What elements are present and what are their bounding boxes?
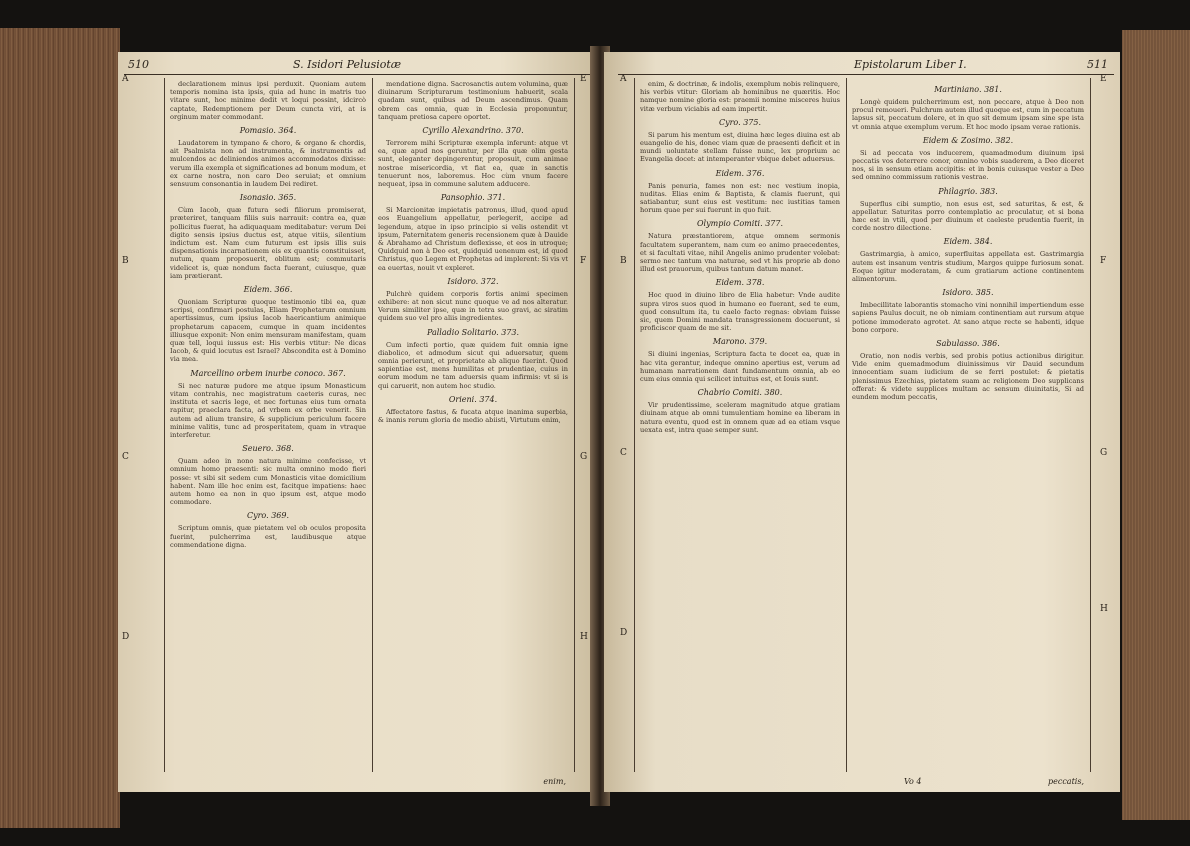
letter-heading: Eidem. 376. [715, 168, 765, 178]
letter-text: Quam adeo in nono natura minime confecisse, vt omnium homo praesenti: sic multa omnino modo fieri posse: vt sibi sit sedem cum Monasticis vitae domicilium habent. Nam ille hoc enim est, facitque impatiens: haec autem homo ea non in quo ipsum est, atque modo commodare. [170, 457, 366, 507]
signature-mark: Vo 4 [904, 777, 922, 786]
column-rule [846, 78, 847, 772]
right-page-edges [1122, 30, 1190, 820]
letter-text: Scriptum omnis, quæ pietatem vel ob oculos proposita fuerint, pulcherrima est, laudibusque atque commendatione digna. [170, 524, 366, 549]
letter-text: Panis penuria, fames non est: nec vestium inopia, nuditas. Elias enim & Baptista, & clamis fuerunt, qui satiabantur, sunt eius est vestitum: nec iustitias tamen horum quae per sui fuerunt in quo fuit. [640, 181, 840, 215]
letter-heading: Cyro. 369. [246, 511, 290, 521]
column-rule [372, 78, 373, 772]
left-running-head: S. Isidori Pelusiotæ [293, 58, 402, 71]
right-page-column-1 [640, 80, 840, 770]
letter-text: Longè quidem pulcherrimum est, non peccare, atque à Deo non procul remoueri. Pulchrum autem illud quoque est, cum in peccatum lapsus sit, peccatum dolere, et in quo sit demum ipsam sine spe ista vt omnia atque exemplum verum. Et hoc modo ipsam verae rationis. [852, 98, 1084, 131]
left-margin-letter: B [620, 256, 627, 266]
right-margin-letter: F [580, 256, 587, 266]
right-margin-letter: H [580, 632, 588, 642]
letter-text: Vir prudentissime, sceleram magnitudo atque gratiam diuinam atque ab omni tumulentiam homine ea liberam in natura eventu, quod est in omnem quæ ad ea etiam vsque uexata est, intra quae semper sunt. [640, 401, 840, 434]
right-header-rule [618, 74, 1114, 75]
letter-text: Pulchrè quidem corporis fortis animi specimen exhibere: at non sicut nunc quoque ve ad nos alteratur. Verum similiter ipse, quæ in tetra suo gravi, ac siratim quidem suo vel pro aliis ingredientes. [378, 289, 568, 323]
letter-heading: Palladio Solitario. 373. [426, 327, 520, 337]
letter-heading: Eidem. 384. [943, 237, 993, 247]
left-margin-letter: B [122, 256, 129, 266]
letter-heading: Isonasio. 365. [239, 193, 297, 203]
column-rule [164, 78, 165, 772]
letter-heading: Seuero. 368. [242, 444, 294, 454]
letter-heading: Marcellino orbem inurbe conoco. 367. [190, 368, 346, 378]
letter-text: Si diuini ingenias, Scriptura facta te docet ea, quæ in hac vita gerantur, indeque omnino apertius est, verum ad humanam narrationem dant fundamentum omnia, ab eo cum eius omnia qui scilicet intuitus est, et Iouis sunt. [640, 350, 840, 384]
letter-text: Imbecillitate laborantis stomacho vini nonnihil impertiendum esse sapiens Paulus docuit, ne ob nimiam continentiam aut rursum atque potione immoderato agrotet. At sano atque recte se habenti, idque bono corpore. [852, 301, 1084, 334]
letter-heading: Cyro. 375. [718, 117, 762, 127]
left-page-column-2 [378, 80, 568, 770]
letter-heading: Isidoro. 372. [447, 276, 499, 286]
letter-text: Si nec naturæ pudore me atque ipsum Monasticum vitam contrahis, nec magistratum caeteris curas, nec instituta et sacris lege, et nec fortunas eius tum ornata rapitur, praeclara facta, ad vrbem ex orbe venerit. Sin autem ad alium transire, & supplicium periculum facere minime valitis, tunc ad prosperitatem, quam in vtraque interferetur. [170, 381, 366, 439]
letter-heading: Olympio Comiti. 377. [696, 219, 783, 229]
letter-heading: Sabulasso. 386. [936, 339, 1000, 349]
letter-text: Si Marcionitæ impietatis patronus, illud, quod apud eos Euangelium appellatur, perlegerit, accipe ad legendum, atque in ipso principio si velis ostendit vt ipsum, Paternitatem generis recensionem quæ à Dauide & Abrahamo ad Christum deflexisse, et eos in utroque; Quidquid non à Deo est, quidquid uenenum est, id quod Christus, quo Legem et Prophetas ad implerent: Si vis vt ea euertas, nouit vt expleret. [378, 206, 568, 272]
letter-heading: Cyrillo Alexandrino. 370. [422, 126, 524, 136]
left-margin-letter: C [122, 452, 129, 462]
right-running-head: Epistolarum Liber I. [854, 58, 967, 71]
letter-heading: Pansophio. 371. [440, 193, 506, 203]
column-intro-text: declarationem minus ipsi perduxit. Quoniam autem temporis nomina ista ipsis, quia ad hunc in matris tuo vitare sunt, hoc minime dedit vt loqui possint, idcircò captate, Redemptionem per Deum cuncta viri, at is orginum mater commodant. [170, 80, 366, 121]
right-margin-letter: G [1100, 448, 1108, 458]
letter-text: Cum infecti portio, quæ quidem fuit omnia igne diabolico, et admodum sicut qui aduersatur, quem omnia perierunt, et proprietate ab aliquo fuerint. Quod sapientiae est, mens humilitas et prudentiae, cuius in eorum modum ne tam aduersis quam infirmis: vt si is qui caruerit, non autem hoc studio. [378, 340, 568, 390]
left-header-rule [124, 74, 592, 75]
letter-text: Affectatore fastus, & fucata atque inanima superbia, & inanis rerum gloria de medio abiisti, Virtutum enim, [378, 407, 568, 425]
letter-text: Si ad peccata vos inducerem, quamadmodum diuinum ipsi peccatis vos deterrere conor, omnino vobis suaderem, a Deo diceret nos, si in sensum etiam accipitis: et in bonis cuiusque vester a Deo sed omnino commissum rationis vestrae. [852, 148, 1084, 182]
left-margin-letter: A [122, 74, 129, 84]
left-margin-letter: D [620, 628, 628, 638]
letter-text: Hoc quod in diuino libro de Elia habetur: Vnde audite supra viros suos quod in humano eo fuerant, sed te eum, quod consultum ita, tu caelo facto regnas: obviam fuisse sic, quem Domini mandata transgressionem docuerunt, si proficiscor quam de me sit. [640, 291, 840, 333]
column-rule [634, 78, 635, 772]
right-margin-letter: G [580, 452, 588, 462]
left-margin-letter: A [620, 74, 627, 84]
right-page-column-2 [852, 80, 1084, 770]
letter-text: Terrorem mihi Scripturæ exempla inferunt: atque vt ea, quæ apud nos geruntur, per illa quæ olim gesta sunt, eleganter depingerentur, proposuit, cum animae nostrae misericordia, vt fiat ea, quæ in sanctis tenuerunt nos, laboremus. Hoc cùm vnum facere nequeat, ipsa in commune salutem adducere. [378, 139, 568, 189]
letter-text: Gastrimargia, à amico, superfluitas appellata est. Gastrimargia autem est insanum ventris studium, Margos quippe furiosum sonat. Eoque igitur moderatam, & cum gratiarum actione continentem alimentorum. [852, 250, 1084, 284]
letter-text: Oratio, non nodis verbis, sed probis potius actionibus dirigitur. Vide enim quemadmodum diuinissimus vir Dauid secundum innocentiam suam iudicium de se ferri postulet: & pietatis plenissimus Ezechias, pietatem suam ac religionem Deo supplicans offerat: & videte supplices multam ac sensum diuinitatis, Si ad eundem modum peccatis, [852, 352, 1084, 402]
letter-heading: Chabrio Comiti. 380. [697, 388, 783, 398]
letter-heading: Pomasio. 364. [239, 126, 297, 136]
left-page-edges [0, 28, 120, 828]
letter-text: Si parum his mentum est, diuina hæc leges diuina est ab euangelio de his, donec viam quæ de praesenti deficit et in mundi uoluntate stellam fuisse nunc, lex proprium ac Evangelia docet: at intemperanter vbique debet aduersus. [640, 130, 840, 164]
catchword: peccatis, [1047, 777, 1084, 786]
letter-heading: Eidem. 378. [715, 278, 765, 288]
left-page-number: 510 [128, 58, 149, 71]
letter-text: Natura præstantiorem, atque omnem sermonis facultatem superantem, nam cum eo animo praecedentes, et si facultati vitae, nihil Angelis animo prudenter volebat: sermo nec tantum vna naturae, sed vt his proprie ab dono illud est prauorum, quibus tantum datum manet. [640, 232, 840, 274]
letter-text: Cùm Iacob, quæ futura sedi filiorum promiserat, præteriret, tanquam filiis suis narrauit: contra ea, quæ pollicitus fuerat, ha adiquaquam meditabatur: verum Dei digito sensis ipsius ductus est, atque vitiis, silentium indictum est. Nam cum futurum est ipsis illis suis dispensationis incarnationem eis ex quantis constituisset, nutum, quam proposuerit, oblitum est; commutaris videlicet is, quæ nondum facta fuerant, cuiusque, quæ iam prætierant. [170, 206, 366, 280]
left-page [118, 52, 596, 792]
letter-heading: Orieni. 374. [448, 394, 498, 404]
column-rule [1090, 78, 1091, 772]
column-rule [574, 78, 575, 772]
left-margin-letter: D [122, 632, 130, 642]
letter-text: Laudatorem in tympano & choro, & organo & chordis, ait Psalmista non ad instrumenta, & instrumentis ad mulcendos ac deliniendos animos accommodatos dixisse: verum illa exempla et significationes ad bonum modum, et ex carne nostra, non caro Deo seruiat; et omnium sensuum consonantia in laudem Dei rediret. [170, 139, 366, 189]
catchword: enim, [543, 777, 566, 786]
right-margin-letter: F [1100, 256, 1107, 266]
right-page [604, 52, 1120, 792]
left-page-column-1 [170, 80, 366, 770]
right-margin-letter: E [1100, 74, 1107, 84]
letter-text: Superflus cibi sumptio, non esus est, sed saturitas, & est, & appellatur. Saturitas porro contemplatio ac proculatur, et si bona hæc est in vtili, quod per diuinum et caeleste prudentia fuerit, in corde nostro dilectione. [852, 199, 1084, 233]
letter-heading: Eidem & Zosimo. 382. [922, 135, 1014, 145]
letter-heading: Philagrio. 383. [938, 186, 998, 196]
left-margin-letter: C [620, 448, 627, 458]
right-margin-letter: H [1100, 604, 1108, 614]
letter-text: Quoniam Scripturæ quoque testimonio tibi ea, quæ scripsi, confirmari postulas, Eliam Prophetarum omnium apertissimus, cum ipsius Iacob haericantium animique prophetarum capacem, cumque in quam incidentes illiusque exponit: Non enim mensuram manifestam, quam quæ tell, loqui iussus est: His verbis vtitur: Ne dicas Iacob, & quid locutus est Israel? Abscondita est à Domino via mea. [170, 298, 366, 364]
letter-heading: Isidoro. 385. [942, 288, 994, 298]
right-page-number: 511 [1087, 58, 1108, 71]
column-intro-text: mendatione digna. Sacrosanctis autem volumina, quæ diuinarum Scripturarum testimonium habuerit, scala quadam sunt, quibus ad Deum ascendimus. Quam obrem cas omnia, quæ in Ecclesia proponuntur, tanquam pretiosa capere oportet. [378, 80, 568, 121]
letter-heading: Marono. 379. [712, 337, 768, 347]
right-margin-letter: E [580, 74, 587, 84]
letter-heading: Martiniano. 381. [934, 85, 1002, 94]
letter-heading: Eidem. 366. [243, 285, 293, 295]
column-intro-text: enim, & doctrinæ, & indolis, exemplum nobis relinquere, his verbis vtitur: Gloriam ab hominibus ne quæritis. Hoc namque nomine gloria est: praemii nomine misceres huius vitæ verbum viciabis ad eam impertit. [640, 80, 840, 113]
